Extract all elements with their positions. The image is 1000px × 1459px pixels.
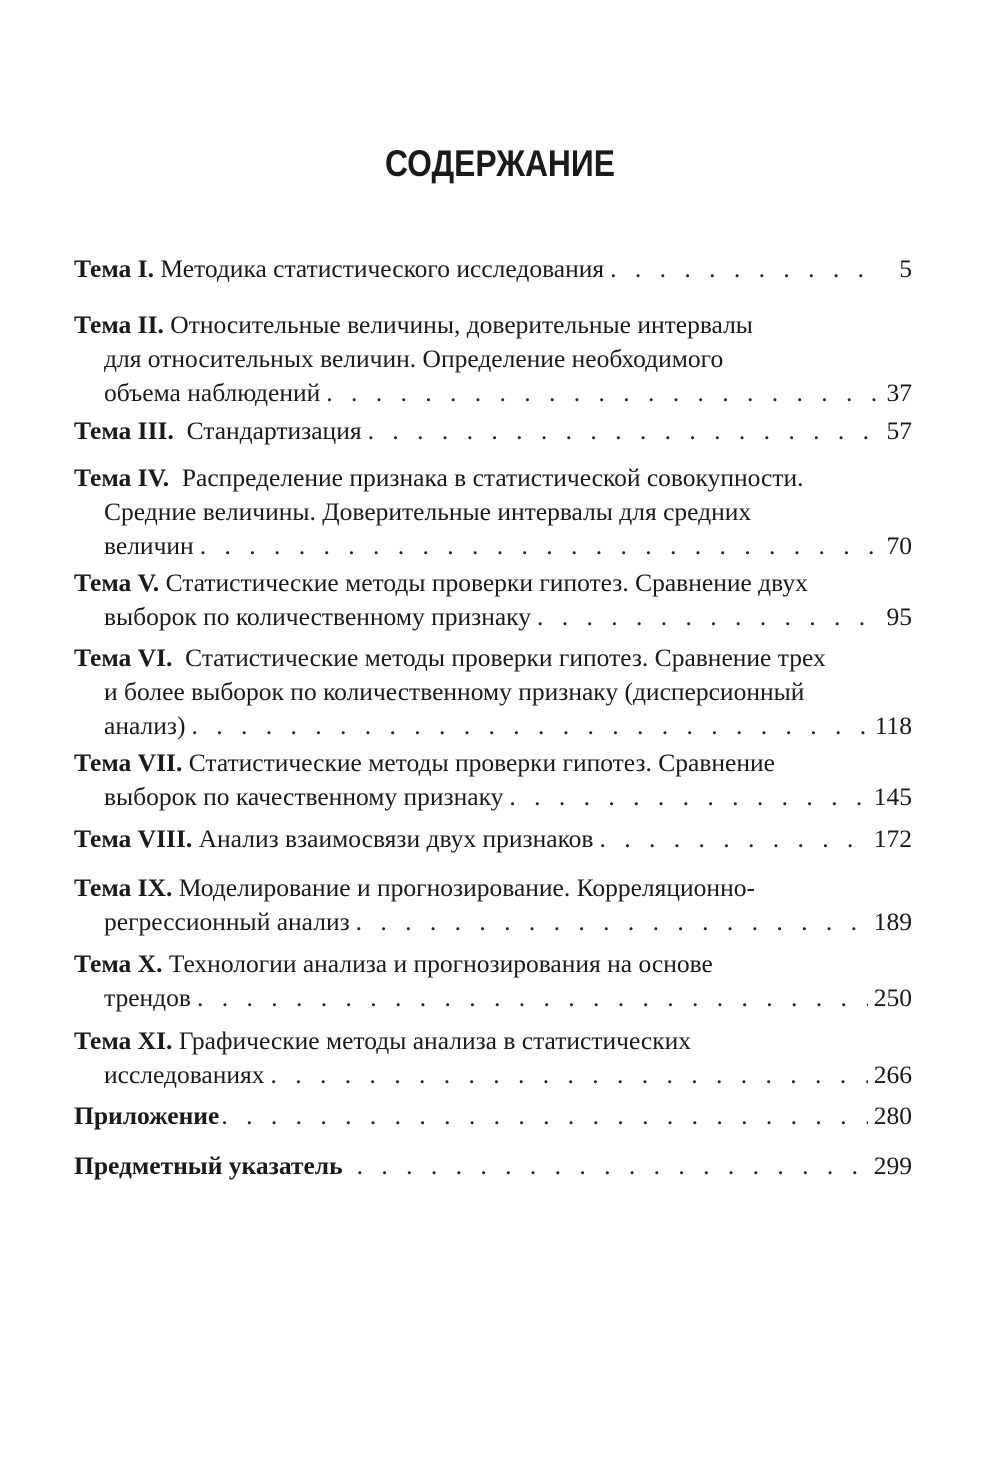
toc-entry-page: 57	[886, 416, 912, 445]
leader-dots	[221, 1099, 867, 1133]
toc-entry-title: Статистические методы проверки гипотез. Сравнение двух	[165, 568, 808, 597]
toc-entry-4[interactable]	[74, 461, 912, 563]
toc-entry-title-cont: выборок по качественному признаку	[104, 782, 504, 811]
leader-dots	[326, 376, 880, 410]
toc-entry-2[interactable]	[74, 308, 912, 410]
toc-entry-title: Методика статистического исследования	[160, 254, 605, 283]
toc-entry-page: 145	[873, 782, 912, 811]
toc-entry-6[interactable]	[74, 641, 912, 743]
toc-entry-appendix[interactable]	[74, 1099, 912, 1133]
toc-entry-label: Тема III.	[74, 416, 174, 445]
leader-dots	[509, 780, 867, 814]
toc-entry-title-cont: для относительных величин. Определение необходимого	[104, 344, 724, 373]
toc-entry-page: 5	[899, 254, 912, 283]
toc-entry-title-cont: анализ)	[104, 711, 186, 740]
toc-entry-title-cont: величин	[104, 531, 194, 560]
page-title: СОДЕРЖАНИЕ	[384, 143, 616, 184]
leader-dots	[357, 1149, 868, 1183]
toc-entry-label: Тема IV.	[74, 463, 170, 492]
toc-entry-page: 266	[873, 1060, 912, 1089]
toc-entry-title: Статистические методы проверки гипотез. Сравнение	[188, 748, 775, 777]
toc-entry-title: Моделирование и прогнозирование. Корреляционно-	[178, 873, 755, 902]
toc-entry-title-cont: регрессионный анализ	[104, 907, 350, 936]
toc-entry-3[interactable]	[74, 414, 912, 448]
toc-entry-title-cont: объема наблюдений	[104, 378, 321, 407]
toc-entry-page: 172	[873, 824, 912, 853]
leader-dots	[271, 1058, 868, 1092]
toc-entry-5[interactable]	[74, 566, 912, 634]
leader-dots	[197, 981, 868, 1015]
toc-entry-title-cont: исследованиях	[104, 1060, 265, 1089]
toc-entry-title: Технологии анализа и прогнозирования на основе	[168, 949, 713, 978]
leader-dots	[368, 414, 881, 448]
toc-entry-label: Тема VII.	[74, 748, 183, 777]
toc-entry-8[interactable]	[74, 822, 912, 856]
toc-entry-title: Статистические методы проверки гипотез. Сравнение трех	[185, 643, 826, 672]
toc-entry-title: Стандартизация	[186, 416, 362, 445]
toc-entry-page: 118	[874, 711, 912, 740]
toc-entry-10[interactable]	[74, 947, 912, 1015]
toc-entry-page: 280	[873, 1101, 912, 1130]
leader-dots	[537, 600, 881, 634]
toc-entry-label: Тема II.	[74, 310, 164, 339]
toc-entry-page: 299	[873, 1151, 912, 1180]
toc-entry-page: 37	[886, 378, 912, 407]
toc-entry-label: Предметный указатель	[74, 1151, 343, 1180]
toc-entry-index[interactable]	[74, 1149, 912, 1183]
toc-entry-title: Графические методы анализа в статистических	[178, 1026, 691, 1055]
leader-dots	[599, 822, 867, 856]
toc-entry-title-cont: трендов	[104, 983, 191, 1012]
toc-entry-label: Тема XI.	[74, 1026, 173, 1055]
toc-entry-title: Анализ взаимосвязи двух признаков	[198, 824, 594, 853]
toc-entry-label: Тема VIII.	[74, 824, 193, 853]
toc-entry-label: Тема IX.	[74, 873, 173, 902]
toc-entry-title-cont: Средние величины. Доверительные интервалы для средних	[104, 497, 752, 526]
toc-entry-label: Приложение	[74, 1101, 220, 1130]
toc-entry-page: 250	[873, 983, 912, 1012]
toc-entry-title-cont: и более выборок по количественному признаку (дисперсионный	[104, 677, 805, 706]
toc-entry-9[interactable]	[74, 871, 912, 939]
toc-entry-label: Тема I.	[74, 254, 154, 283]
toc-entry-label: Тема V.	[74, 568, 160, 597]
toc-entry-page: 189	[873, 907, 912, 936]
leader-dots	[356, 905, 868, 939]
toc-entry-11[interactable]	[74, 1024, 912, 1092]
toc-entry-title: Распределение признака в статистической совокупности.	[181, 463, 804, 492]
toc-entry-7[interactable]	[74, 746, 912, 814]
toc-entry-1[interactable]	[74, 252, 912, 286]
leader-dots	[200, 529, 881, 563]
toc-entry-title: Относительные величины, доверительные интервалы	[170, 310, 753, 339]
leader-dots	[191, 709, 868, 743]
toc-entry-label: Тема X.	[74, 949, 163, 978]
toc-entry-label: Тема VI.	[74, 643, 173, 672]
toc-entry-page: 95	[886, 602, 912, 631]
toc-entry-page: 70	[886, 531, 912, 560]
toc-entry-title-cont: выборок по количественному признаку	[104, 602, 531, 631]
leader-dots	[610, 252, 882, 286]
